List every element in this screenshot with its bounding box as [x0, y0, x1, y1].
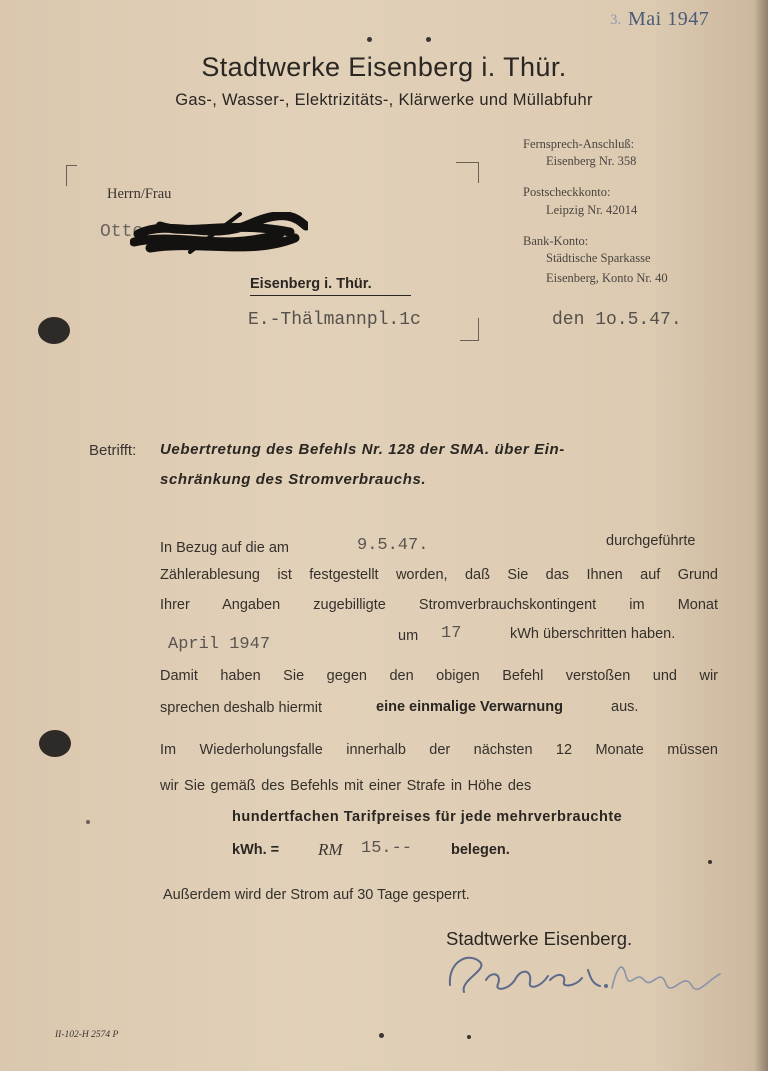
penalty-text: kWh. = — [232, 842, 280, 858]
subject-line-2: schränkung des Stromverbrauchs. — [160, 471, 427, 488]
bank-account-value: Eisenberg, Konto Nr. 40 — [546, 271, 668, 285]
address-window-corner — [460, 318, 479, 341]
punch-mark — [367, 37, 372, 42]
ink-speck — [708, 860, 712, 864]
stamp-day: 3. — [610, 12, 622, 28]
recipient-city: Eisenberg i. Thür. — [250, 276, 372, 292]
paper-shadow-edge — [754, 0, 768, 1071]
body-text: In Bezug auf die am — [160, 540, 289, 556]
ink-speck — [467, 1035, 471, 1039]
body-text: Damit haben Sie gegen den obigen Befehl verstoßen und wir — [160, 668, 718, 684]
ink-speck — [379, 1033, 384, 1038]
body-text: Außerdem wird der Strom auf 30 Tage gesperrt. — [163, 887, 470, 903]
warning-text: eine einmalige Verwarnung — [376, 699, 563, 715]
letter-date: den 1o.5.47. — [552, 310, 682, 330]
city-underline — [250, 295, 411, 296]
penalty-amount: 15.-- — [361, 839, 413, 858]
address-window-corner — [456, 162, 479, 183]
postal-account-label: Postscheckkonto: — [523, 185, 611, 199]
punch-hole — [39, 730, 71, 757]
body-text: wir Sie gemäß des Befehls mit einer Strafe in Höhe des — [160, 778, 532, 794]
body-text: Ihrer Angaben zugebilligte Stromverbrauchskontingent im Monat — [160, 597, 718, 613]
bank-name: Städtische Sparkasse — [546, 251, 651, 265]
subject-label: Betrifft: — [89, 442, 137, 459]
currency-symbol: RM — [318, 840, 343, 859]
form-number: II-102-H 2574 P — [55, 1030, 119, 1040]
reading-date: 9.5.47. — [357, 536, 429, 555]
bank-account-label: Bank-Konto: — [523, 234, 589, 248]
body-text: Zählerablesung ist festgestellt worden, daß Sie das Ihnen auf Grund — [160, 567, 718, 583]
subject-line-1: Uebertretung des Befehls Nr. 128 der SMA. über Ein- — [160, 441, 565, 458]
redaction-scribble — [130, 212, 308, 256]
recipient-name: Otto — [100, 222, 144, 242]
body-text: Im Wiederholungsfalle innerhalb der nächsten 12 Monate müssen — [160, 742, 718, 758]
phone-value: Eisenberg Nr. 358 — [546, 154, 637, 168]
letterhead-title: Stadtwerke Eisenberg i. Thür. — [201, 52, 567, 82]
body-text: kWh überschritten haben. — [510, 626, 676, 642]
body-text: durchgeführte — [606, 533, 696, 549]
handwritten-signature — [440, 940, 740, 1010]
punch-mark — [426, 37, 431, 42]
address-window-corner — [66, 165, 77, 186]
postal-account-value: Leipzig Nr. 42014 — [546, 203, 638, 217]
punch-hole — [38, 317, 70, 344]
body-text: aus. — [611, 699, 639, 715]
ink-speck — [86, 820, 90, 824]
signer-name: Stadtwerke Eisenberg. — [446, 928, 633, 949]
body-text: sprechen deshalb hiermit — [160, 700, 323, 716]
letterhead-subtitle: Gas-, Wasser-, Elektrizitäts-, Klärwerke und Müllabfuhr — [175, 91, 593, 109]
body-text: um — [398, 628, 419, 644]
kwh-over-value: 17 — [441, 624, 462, 643]
received-stamp-date: Mai 1947 — [628, 8, 710, 30]
salutation: Herrn/Frau — [107, 186, 172, 202]
phone-label: Fernsprech-Anschluß: — [523, 137, 635, 151]
penalty-text: belegen. — [451, 842, 510, 858]
penalty-text: hundertfachen Tarifpreises für jede mehrverbrauchte — [232, 809, 623, 825]
recipient-street: E.-Thälmannpl.1c — [248, 310, 421, 330]
month-field: April 1947 — [168, 635, 271, 654]
